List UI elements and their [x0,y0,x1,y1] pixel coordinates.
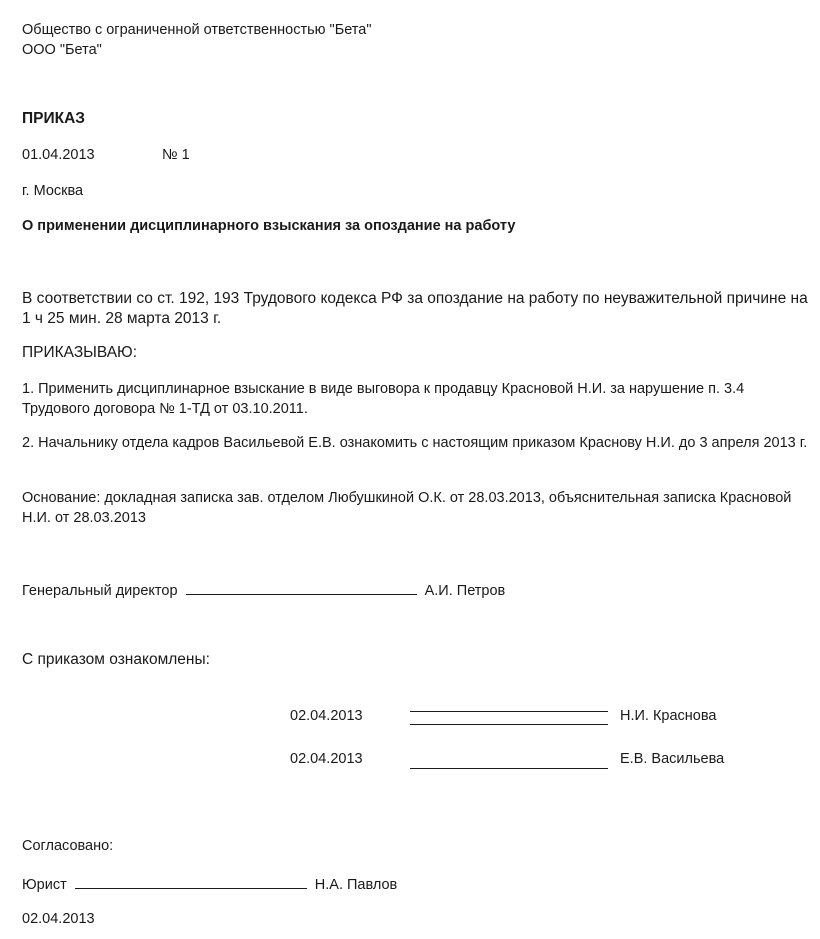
company-full-name: Общество с ограниченной ответственностью "Бета" [22,22,372,38]
acknowledged-label: С приказом ознакомлены: [22,651,210,668]
order-basis: Основание: докладная записка зав. отделом Любушкиной О.К. от 28.03.2013, объяснительная записка Красновой Н.И. от 28.03.2013 [22,490,792,526]
order-directive-word: ПРИКАЗЫВАЮ: [22,344,138,361]
order-subject: О применении дисциплинарного взыскания за опоздание на работу [22,218,516,234]
approval-label: Согласовано: [22,838,114,854]
ack-row-signature-line [410,711,608,725]
order-item-2: 2. Начальнику отдела кадров Васильевой Е.В. ознакомить с настоящим приказом Краснову Н.И. до 3 апреля 2013 г. [22,435,808,451]
approval-position: Юрист [22,877,67,893]
order-item-1: 1. Применить дисциплинарное взыскание в виде выговора к продавцу Красновой Н.И. за нарушение п. 3.4 Трудового договора № 1-ТД от 03.10.2011. [22,381,745,417]
ack-row-date: 02.04.2013 [290,751,363,767]
order-preamble: В соответствии со ст. 192, 193 Трудового кодекса РФ за опоздание на работу по неуважительной причине на 1 ч 25 мин. 28 марта 2013 г. [22,290,808,327]
ack-row-name: Е.В. Васильева [620,751,725,767]
order-number: № 1 [162,147,190,163]
approval-signature-line [75,874,307,889]
order-date: 01.04.2013 [22,147,95,163]
ack-row-signature-line [410,755,608,769]
order-title: ПРИКАЗ [22,110,85,127]
director-position: Генеральный директор [22,583,178,599]
director-name: А.И. Петров [424,583,506,599]
director-signature-line [186,580,417,595]
company-short-name: ООО "Бета" [22,42,102,58]
director-signature-row [22,580,505,599]
ack-row-name: Н.И. Краснова [620,708,717,724]
approval-name: Н.А. Павлов [314,877,398,893]
approval-date: 02.04.2013 [22,911,95,927]
approval-signature-row [22,874,397,893]
order-city: г. Москва [22,183,84,199]
ack-row-date: 02.04.2013 [290,708,363,724]
